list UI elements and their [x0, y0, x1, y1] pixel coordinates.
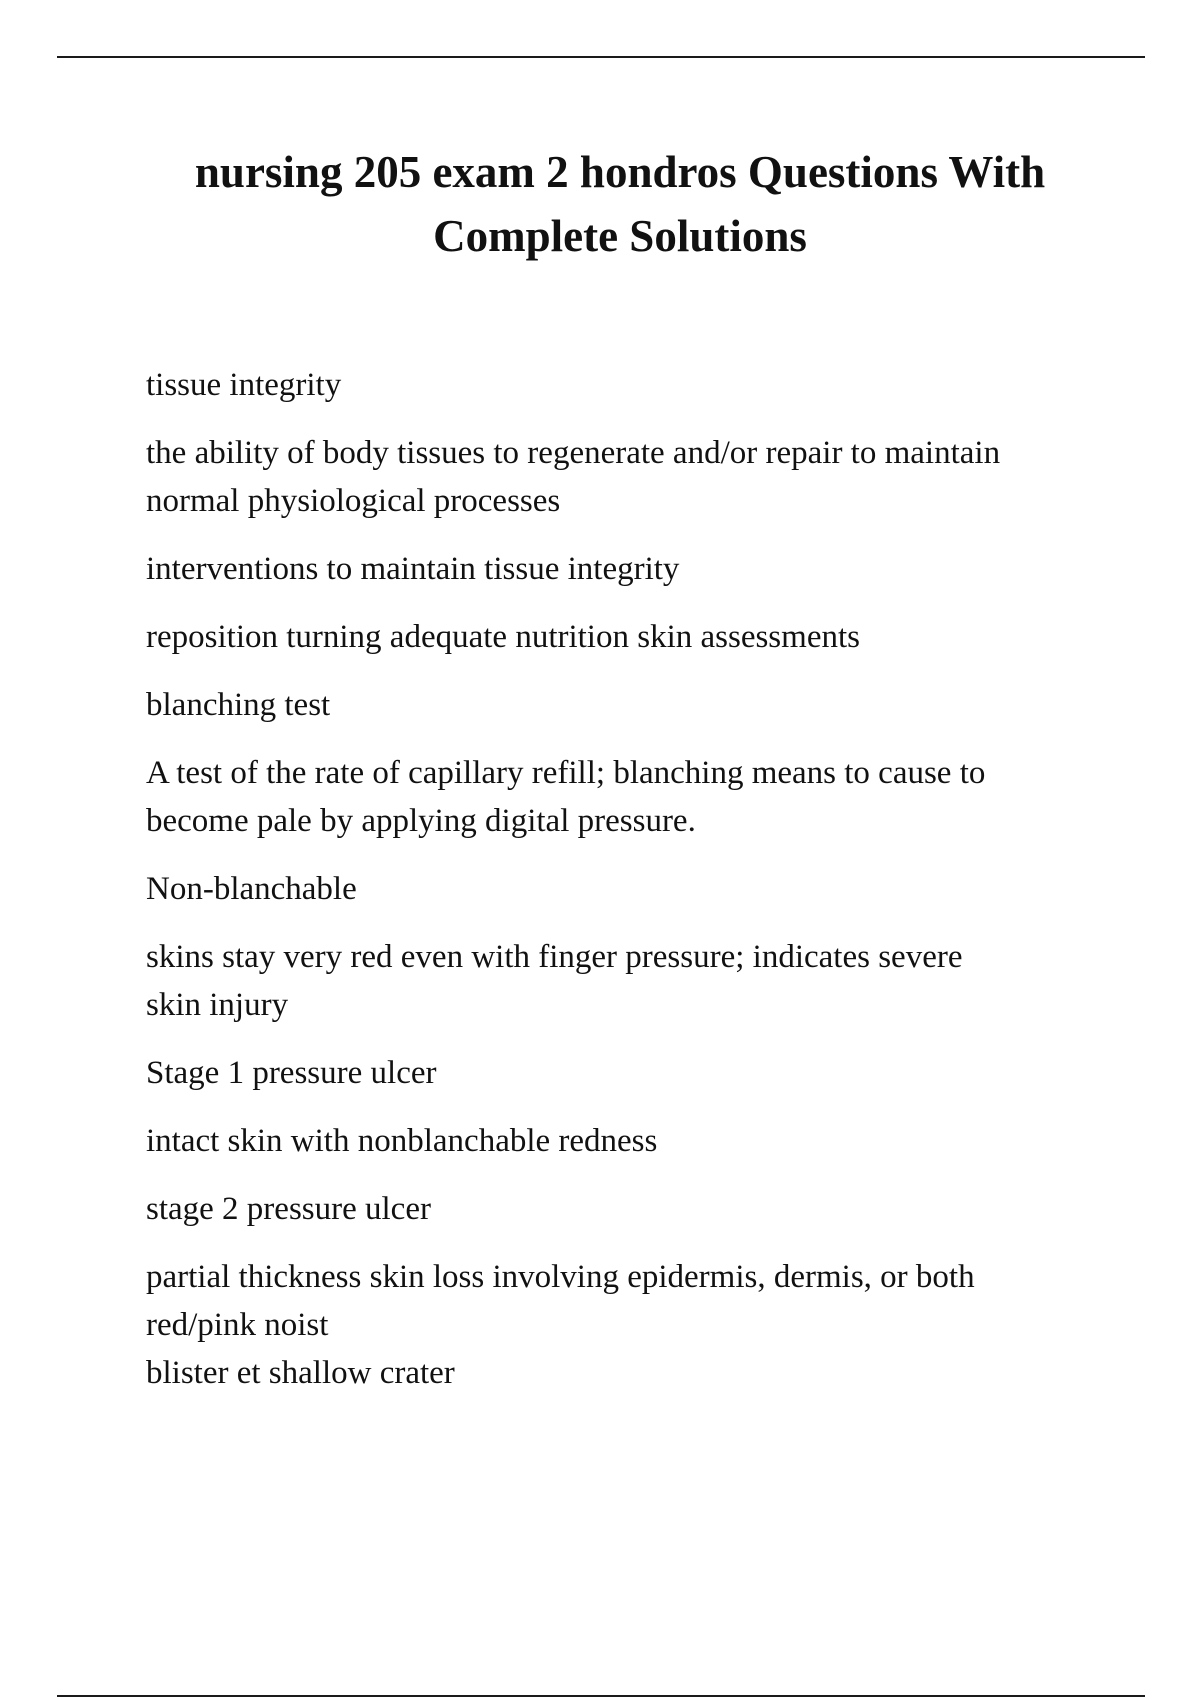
top-divider	[57, 56, 1145, 58]
term-stage-2-pressure-ulcer: stage 2 pressure ulcer	[146, 1191, 431, 1227]
definition-stage-2-pressure-ulcer: partial thickness skin loss involving epidermis, dermis, or both red/pink noist blister et shallow crater	[146, 1259, 975, 1391]
definition-blanching-test: A test of the rate of capillary refill; blanching means to cause to become pale by applying digital pressure.	[146, 755, 986, 839]
definition-non-blanchable: skins stay very red even with finger pressure; indicates severe skin injury	[146, 939, 963, 1023]
term-stage-1-pressure-ulcer: Stage 1 pressure ulcer	[146, 1055, 437, 1091]
definition-tissue-integrity: the ability of body tissues to regenerate and/or repair to maintain normal physiological processes	[146, 435, 1001, 519]
flashcard-list	[146, 361, 1106, 1417]
definition-stage-1-pressure-ulcer: intact skin with nonblanchable redness	[146, 1123, 658, 1159]
term-tissue-integrity: tissue integrity	[146, 367, 342, 403]
definition-interventions: reposition turning adequate nutrition skin assessments	[146, 619, 860, 655]
term-non-blanchable: Non-blanchable	[146, 871, 357, 907]
term-interventions: interventions to maintain tissue integrity	[146, 551, 680, 587]
term-blanching-test: blanching test	[146, 687, 331, 723]
bottom-divider	[57, 1695, 1145, 1697]
document-title: nursing 205 exam 2 hondros Questions With Complete Solutions	[194, 147, 1046, 261]
